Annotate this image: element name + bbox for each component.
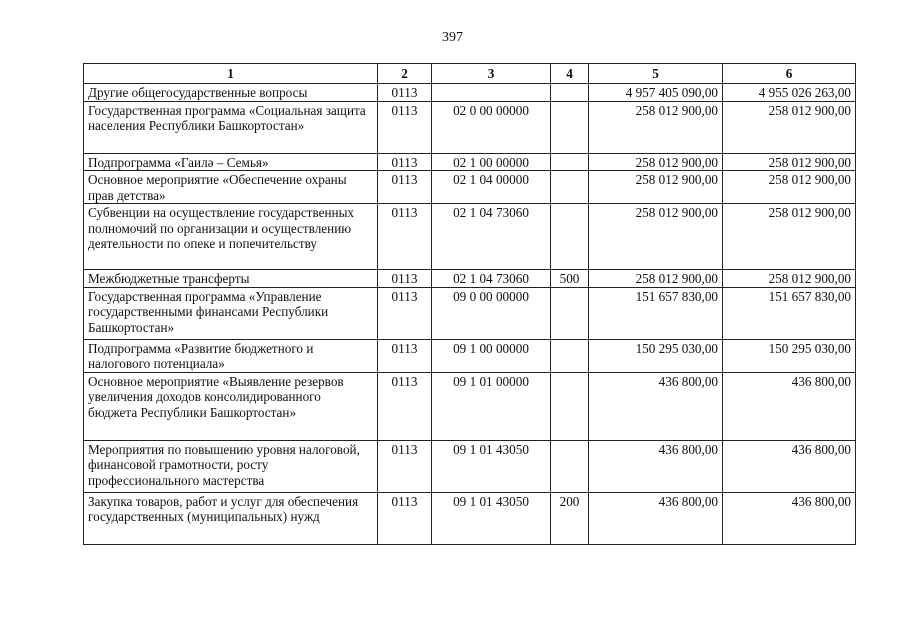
row-target-code: 09 1 01 00000 — [432, 372, 551, 440]
row-amount-2: 258 012 900,00 — [723, 204, 856, 270]
header-col-1: 1 — [84, 64, 378, 84]
row-section-code: 0113 — [378, 204, 432, 270]
row-expense-type — [551, 171, 589, 204]
row-section-code: 0113 — [378, 372, 432, 440]
row-amount-2: 150 295 030,00 — [723, 339, 856, 372]
row-name: Другие общегосударственные вопросы — [84, 84, 378, 102]
table-header — [84, 64, 856, 84]
row-amount-2: 151 657 830,00 — [723, 287, 856, 339]
row-section-code: 0113 — [378, 492, 432, 544]
row-target-code: 09 1 01 43050 — [432, 492, 551, 544]
table-row — [84, 84, 856, 102]
row-expense-type — [551, 372, 589, 440]
header-col-5: 5 — [589, 64, 723, 84]
row-target-code: 02 1 04 73060 — [432, 270, 551, 288]
table-row — [84, 171, 856, 204]
row-amount-1: 258 012 900,00 — [589, 171, 723, 204]
table-row — [84, 440, 856, 492]
table-row — [84, 204, 856, 270]
row-amount-1: 436 800,00 — [589, 492, 723, 544]
table-body — [84, 84, 856, 545]
row-expense-type — [551, 440, 589, 492]
row-name: Подпрограмма «Гаилә – Семья» — [84, 153, 378, 171]
row-target-code: 09 1 00 00000 — [432, 339, 551, 372]
row-name: Государственная программа «Социальная защита населения Республики Башкортостан» — [84, 101, 378, 153]
row-name: Основное мероприятие «Обеспечение охраны прав детства» — [84, 171, 378, 204]
row-section-code: 0113 — [378, 84, 432, 102]
row-name: Подпрограмма «Развитие бюджетного и налогового потенциала» — [84, 339, 378, 372]
header-col-3: 3 — [432, 64, 551, 84]
row-expense-type — [551, 101, 589, 153]
row-amount-2: 258 012 900,00 — [723, 153, 856, 171]
row-amount-2: 436 800,00 — [723, 440, 856, 492]
row-target-code: 09 0 00 00000 — [432, 287, 551, 339]
row-target-code: 02 0 00 00000 — [432, 101, 551, 153]
row-amount-2: 258 012 900,00 — [723, 171, 856, 204]
row-section-code: 0113 — [378, 270, 432, 288]
table-row — [84, 492, 856, 544]
row-name: Основное мероприятие «Выявление резервов увеличения доходов консолидированного бюджета Республики Башкортостан» — [84, 372, 378, 440]
row-expense-type — [551, 84, 589, 102]
table-row — [84, 287, 856, 339]
row-section-code: 0113 — [378, 101, 432, 153]
row-expense-type — [551, 287, 589, 339]
row-expense-type: 200 — [551, 492, 589, 544]
row-amount-1: 436 800,00 — [589, 372, 723, 440]
row-amount-2: 258 012 900,00 — [723, 101, 856, 153]
row-name: Субвенции на осуществление государственных полномочий по организации и осуществлению деятельности по опеке и попечительству — [84, 204, 378, 270]
table-row — [84, 101, 856, 153]
row-expense-type — [551, 204, 589, 270]
row-section-code: 0113 — [378, 171, 432, 204]
row-name: Межбюджетные трансферты — [84, 270, 378, 288]
row-target-code: 02 1 00 00000 — [432, 153, 551, 171]
row-name: Государственная программа «Управление государственными финансами Республики Башкортостан» — [84, 287, 378, 339]
row-amount-1: 258 012 900,00 — [589, 204, 723, 270]
row-section-code: 0113 — [378, 339, 432, 372]
row-section-code: 0113 — [378, 440, 432, 492]
row-amount-1: 436 800,00 — [589, 440, 723, 492]
row-amount-2: 4 955 026 263,00 — [723, 84, 856, 102]
row-amount-1: 150 295 030,00 — [589, 339, 723, 372]
header-row — [84, 64, 856, 84]
row-amount-2: 436 800,00 — [723, 372, 856, 440]
row-name: Закупка товаров, работ и услуг для обеспечения государственных (муниципальных) нужд — [84, 492, 378, 544]
row-expense-type — [551, 153, 589, 171]
row-name: Мероприятия по повышению уровня налоговой, финансовой грамотности, росту профессионального мастерства — [84, 440, 378, 492]
row-target-code — [432, 84, 551, 102]
page-number: 397 — [442, 30, 463, 45]
row-section-code: 0113 — [378, 153, 432, 171]
row-section-code: 0113 — [378, 287, 432, 339]
row-amount-1: 258 012 900,00 — [589, 101, 723, 153]
table-row — [84, 270, 856, 288]
row-amount-1: 4 957 405 090,00 — [589, 84, 723, 102]
header-col-4: 4 — [551, 64, 589, 84]
row-amount-1: 151 657 830,00 — [589, 287, 723, 339]
row-target-code: 02 1 04 00000 — [432, 171, 551, 204]
header-col-6: 6 — [723, 64, 856, 84]
table-row — [84, 153, 856, 171]
table-row — [84, 372, 856, 440]
row-target-code: 09 1 01 43050 — [432, 440, 551, 492]
row-amount-2: 258 012 900,00 — [723, 270, 856, 288]
row-amount-1: 258 012 900,00 — [589, 153, 723, 171]
header-col-2: 2 — [378, 64, 432, 84]
row-target-code: 02 1 04 73060 — [432, 204, 551, 270]
row-expense-type — [551, 339, 589, 372]
budget-table — [83, 63, 856, 545]
row-amount-1: 258 012 900,00 — [589, 270, 723, 288]
row-amount-2: 436 800,00 — [723, 492, 856, 544]
row-expense-type: 500 — [551, 270, 589, 288]
table-row — [84, 339, 856, 372]
